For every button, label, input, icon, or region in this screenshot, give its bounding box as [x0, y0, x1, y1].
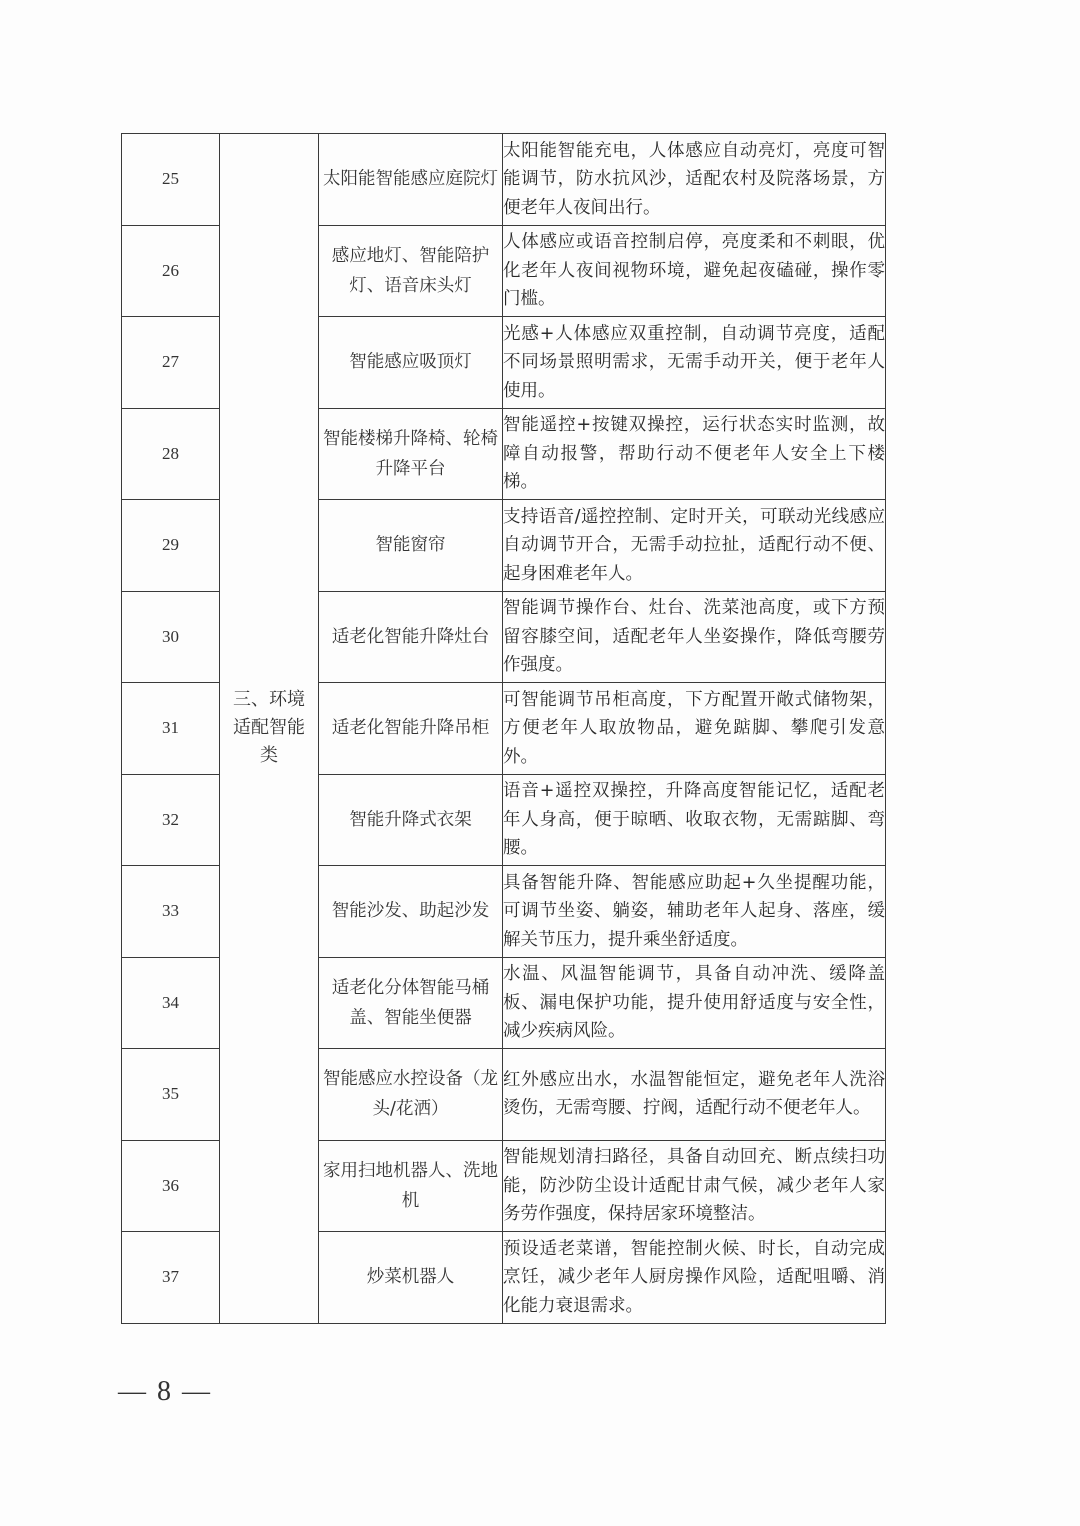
- row-number: 25: [122, 134, 220, 226]
- row-number: 34: [122, 957, 220, 1049]
- row-number: 32: [122, 774, 220, 866]
- product-table: [121, 133, 886, 1324]
- product-name: 炒菜机器人: [319, 1232, 503, 1324]
- product-description: 具备智能升降、智能感应助起+久坐提醒功能，可调节坐姿、躺姿，辅助老年人起身、落座，缓解关节压力，提升乘坐舒适度。: [503, 866, 886, 958]
- row-number: 27: [122, 317, 220, 409]
- product-description: 光感+人体感应双重控制，自动调节亮度，适配不同场景照明需求，无需手动开关，便于老年人使用。: [503, 317, 886, 409]
- row-number: 36: [122, 1140, 220, 1232]
- product-description: 语音+遥控双操控，升降高度智能记忆，适配老年人身高，便于晾晒、收取衣物，无需踮脚、弯腰。: [503, 774, 886, 866]
- product-name: 智能沙发、助起沙发: [319, 866, 503, 958]
- table-row: [122, 134, 886, 226]
- product-description: 智能遥控+按键双操控，运行状态实时监测，故障自动报警，帮助行动不便老年人安全上下楼梯。: [503, 408, 886, 500]
- product-description: 可智能调节吊柜高度，下方配置开敞式储物架，方便老年人取放物品，避免踮脚、攀爬引发意外。: [503, 683, 886, 775]
- product-description: 红外感应出水，水温智能恒定，避免老年人洗浴烫伤，无需弯腰、拧阀，适配行动不便老年人。: [503, 1049, 886, 1141]
- category-label: 三、环境适配智能类: [233, 689, 305, 767]
- product-description: 预设适老菜谱，智能控制火候、时长，自动完成烹饪，减少老年人厨房操作风险，适配咀嚼、消化能力衰退需求。: [503, 1232, 886, 1324]
- row-number: 26: [122, 225, 220, 317]
- product-name: 适老化智能升降灶台: [319, 591, 503, 683]
- row-number: 35: [122, 1049, 220, 1141]
- row-number: 33: [122, 866, 220, 958]
- product-description: 支持语音/遥控控制、定时开关，可联动光线感应自动调节开合，无需手动拉扯，适配行动不便、起身困难老年人。: [503, 500, 886, 592]
- product-description: 太阳能智能充电，人体感应自动亮灯，亮度可智能调节，防水抗风沙，适配农村及院落场景，方便老年人夜间出行。: [503, 134, 886, 226]
- page-number: — 8 —: [118, 1376, 212, 1407]
- product-name: 感应地灯、智能陪护灯、语音床头灯: [319, 225, 503, 317]
- product-name: 智能楼梯升降椅、轮椅升降平台: [319, 408, 503, 500]
- product-table-body: [122, 134, 886, 1324]
- product-description: 人体感应或语音控制启停，亮度柔和不刺眼，优化老年人夜间视物环境，避免起夜磕碰，操作零门槛。: [503, 225, 886, 317]
- product-name: 智能感应水控设备（龙头/花洒）: [319, 1049, 503, 1141]
- product-name: 智能感应吸顶灯: [319, 317, 503, 409]
- product-description: 智能规划清扫路径，具备自动回充、断点续扫功能，防沙防尘设计适配甘肃气候，减少老年人家务劳作强度，保持居家环境整洁。: [503, 1140, 886, 1232]
- category-cell: [220, 134, 319, 1324]
- product-description: 智能调节操作台、灶台、洗菜池高度，或下方预留容膝空间，适配老年人坐姿操作，降低弯腰劳作强度。: [503, 591, 886, 683]
- product-description: 水温、风温智能调节，具备自动冲洗、缓降盖板、漏电保护功能，提升使用舒适度与安全性，减少疾病风险。: [503, 957, 886, 1049]
- row-number: 29: [122, 500, 220, 592]
- product-name: 智能升降式衣架: [319, 774, 503, 866]
- row-number: 28: [122, 408, 220, 500]
- row-number: 37: [122, 1232, 220, 1324]
- row-number: 30: [122, 591, 220, 683]
- product-name: 家用扫地机器人、洗地机: [319, 1140, 503, 1232]
- product-name: 适老化分体智能马桶盖、智能坐便器: [319, 957, 503, 1049]
- product-name: 适老化智能升降吊柜: [319, 683, 503, 775]
- product-name: 太阳能智能感应庭院灯: [319, 134, 503, 226]
- row-number: 31: [122, 683, 220, 775]
- product-name: 智能窗帘: [319, 500, 503, 592]
